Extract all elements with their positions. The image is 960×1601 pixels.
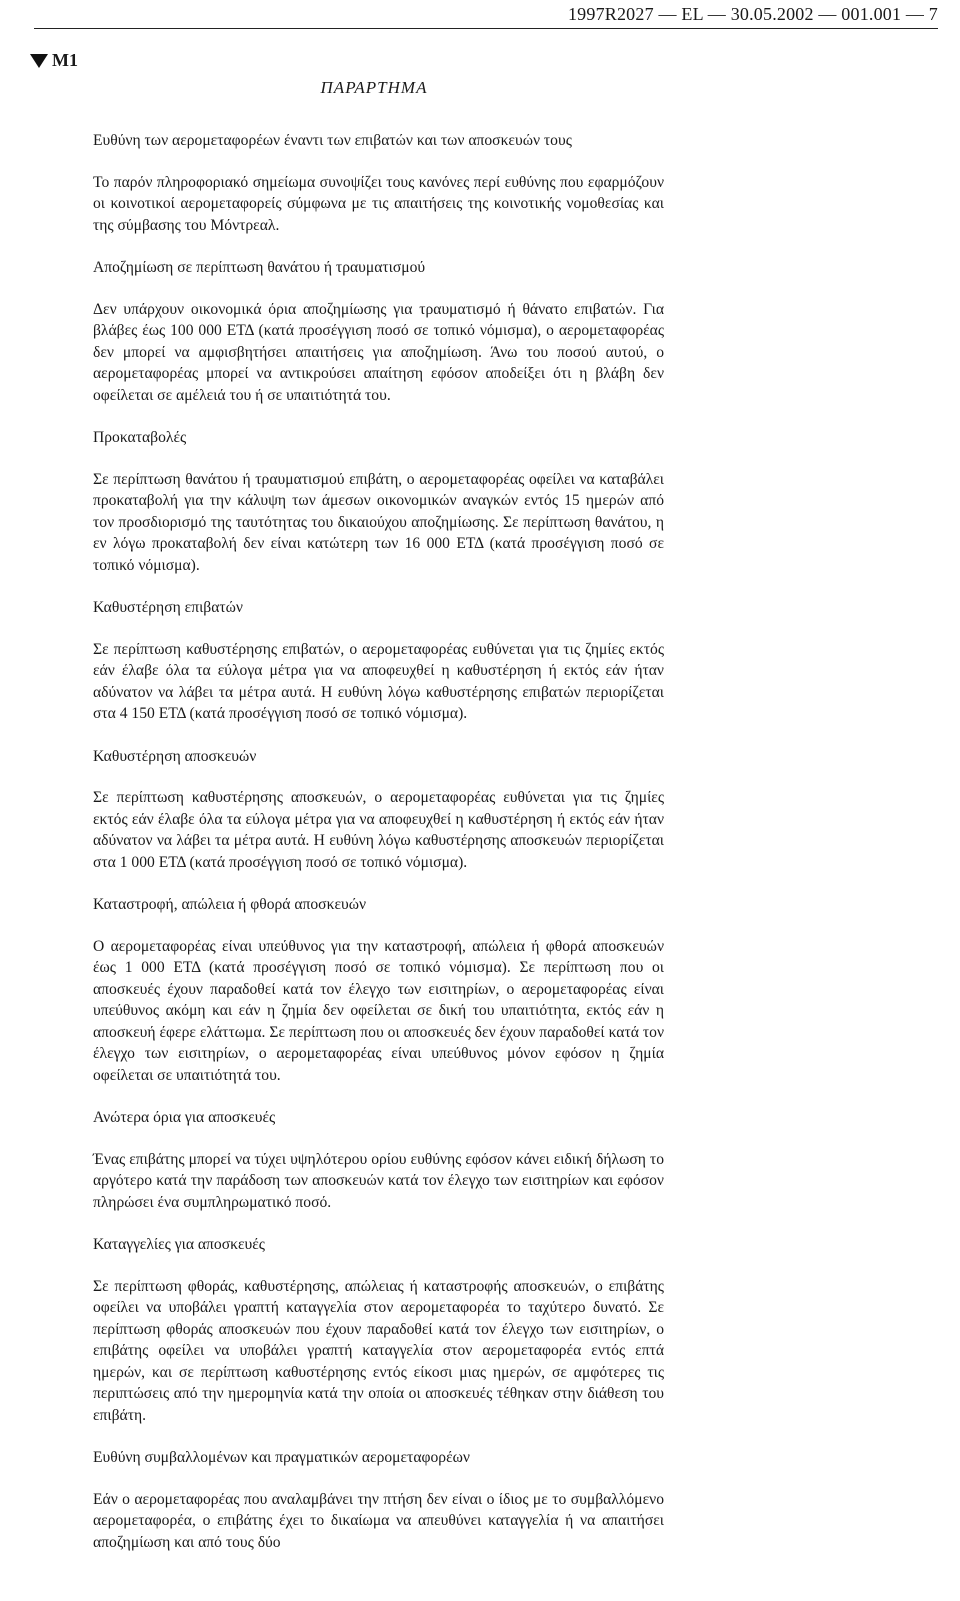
intro-paragraph: Το παρόν πληροφοριακό σημείωμα συνοψίζει τους κανόνες περί ευθύνης που εφαρμόζουν οι κοινοτικοί αερομεταφορείς σύμφωνα με τις απαιτήσεις της κοινοτικής νομοθεσίας και της σύμβασης του Μόντρεαλ. <box>93 173 664 234</box>
section-text-baggage-delay: Σε περίπτωση καθυστέρησης αποσκευών, ο αερομεταφορέας ευθύνεται για τις ζημίες εκτός εάν έλαβε όλα τα εύλογα μέτρα για να αποφευχθεί η καθυστέρηση ή εκτός εάν ήταν αδύνατον να λάβει τα μέτρα αυτά. Η ευθύνη λόγω καθυστέρησης αποσκευών περιορίζεται στα 1 000 ΕΤΔ (κατά προσέγγιση ποσό σε τοπικό νόμισμα). <box>93 789 664 871</box>
section-text-baggage-complaints: Σε περίπτωση φθοράς, καθυστέρησης, απώλειας ή καταστροφής αποσκευών, ο επιβάτης οφείλει να υποβάλει γραπτή καταγγελία στον αερομεταφορέα το ταχύτερο δυνατό. Σε περίπτωση φθοράς αποσκευών που έχουν παραδοθεί κατά τον έλεγχο των εισιτηρίων, ο επιβάτης οφείλει να υποβάλει γραπτή καταγγελία στον αερομεταφορέα εντός επτά ημερών, και σε περίπτωση καθυστέρησης εντός είκοσι μιας ημερών, σε αμφότερες τις περιπτώσεις από την ημερομηνία κατά την οποία οι αποσκευές τέθηκαν στην διάθεση του επιβάτη. <box>93 1277 664 1424</box>
section-text-baggage-damage: Ο αερομεταφορέας είναι υπεύθυνος για την καταστροφή, απώλεια ή φθορά αποσκευών έως 1 000 ΕΤΔ (κατά προσέγγιση ποσό σε τοπικό νόμισμα). Σε περίπτωση που οι αποσκευές έχουν παραδοθεί κατά τον έλεγχο των εισιτηρίων, ο αερομεταφορέας είναι υπεύθυνος ακόμη και εάν η ζημία δεν οφείλεται σε δική του υπαιτιότητα, εκτός εάν η αποσκευή έφερε ελάττωμα. Σε περίπτωση που οι αποσκευές δεν έχουν παραδοθεί κατά τον έλεγχο των εισιτηρίων, ο αερομεταφορέας είναι υπεύθυνος μόνον εφόσον η ζημία οφείλεται σε υπαιτιότητά του. <box>93 937 664 1084</box>
section-heading-advances: Προκαταβολές <box>93 429 187 446</box>
section-heading-compensation: Αποζημίωση σε περίπτωση θανάτου ή τραυματισμού <box>93 259 426 276</box>
intro-heading: Ευθύνη των αερομεταφορέων έναντι των επιβατών και των αποσκευών τους <box>93 132 572 149</box>
annex-title: ΠΑΡΑΡΤΗΜΑ <box>320 78 428 97</box>
triangle-down-icon <box>30 54 48 68</box>
section-heading-higher-limits: Ανώτερα όρια για αποσκευές <box>93 1109 276 1126</box>
running-header: 1997R2027 — EL — 30.05.2002 — 001.001 — 7 <box>567 4 938 24</box>
section-heading-carrier-liability: Ευθύνη συμβαλλομένων και πραγματικών αερομεταφορέων <box>93 1449 470 1466</box>
section-text-compensation: Δεν υπάρχουν οικονομικά όρια αποζημίωσης για τραυματισμό ή θάνατο επιβατών. Για βλάβες έως 100 000 ΕΤΔ (κατά προσέγγιση ποσό σε τοπικό νόμισμα), ο αερομεταφορέας δεν μπορεί να αμφισβητήσει απαιτήσεις για αποζημίωση. Άνω του ποσού αυτού, ο αερομεταφορέας μπορεί να αντικρούσει απαίτηση εφόσον αποδείξει ότι η βλάβη δεν οφείλεται σε αμέλειά του ή σε υπαιτιότητά του. <box>93 300 664 404</box>
section-heading-baggage-delay: Καθυστέρηση αποσκευών <box>93 747 257 765</box>
section-text-passenger-delay: Σε περίπτωση καθυστέρησης επιβατών, ο αερομεταφορέας ευθύνεται για τις ζημίες εκτός εάν έλαβε όλα τα εύλογα μέτρα για να αποφευχθεί η καθυστέρηση ή εκτός εάν ήταν αδύνατον να λάβει τα μέτρα αυτά. Η ευθύνη λόγω καθυστέρησης επιβατών περιορίζεται στα 4 150 ΕΤΔ (κατά προσέγγιση ποσό σε τοπικό νόμισμα). <box>93 640 664 722</box>
amendment-marker <box>30 50 78 71</box>
section-text-carrier-liability: Εάν ο αερομεταφορέας που αναλαμβάνει την πτήση δεν είναι ο ίδιος με το συμβαλλόμενο αερομεταφορέα, ο επιβάτης έχει το δικαίωμα να απευθύνει καταγγελία ή να απαιτήσει αποζημίωση και από τους δύο <box>93 1490 664 1551</box>
header-rule <box>34 28 938 29</box>
section-heading-passenger-delay: Καθυστέρηση επιβατών <box>93 599 243 616</box>
document-body <box>93 130 664 1553</box>
section-text-advances: Σε περίπτωση θανάτου ή τραυματισμού επιβάτη, ο αερομεταφορέας οφείλει να καταβάλει προκαταβολή για την κάλυψη των άμεσων οικονομικών αναγκών εντός 15 ημερών από τον προσδιορισμό της ταυτότητας του δικαιούχου αποζημίωσης. Σε περίπτωση θανάτου, η εν λόγω προκαταβολή δεν είναι κατώτερη των 16 000 ΕΤΔ (κατά προσέγγιση ποσό σε τοπικό νόμισμα). <box>93 470 664 574</box>
section-heading-baggage-complaints: Καταγγελίες για αποσκευές <box>93 1236 265 1253</box>
section-text-higher-limits: Ένας επιβάτης μπορεί να τύχει υψηλότερου ορίου ευθύνης εφόσον κάνει ειδική δήλωση το αργότερο κατά την παράδοση των αποσκευών κατά τον έλεγχο των εισιτηρίων και εφόσον πληρώσει ένα συμπληρωματικό ποσό. <box>93 1150 664 1211</box>
section-heading-baggage-damage: Καταστροφή, απώλεια ή φθορά αποσκευών <box>93 896 367 913</box>
amendment-label: M1 <box>52 50 78 70</box>
